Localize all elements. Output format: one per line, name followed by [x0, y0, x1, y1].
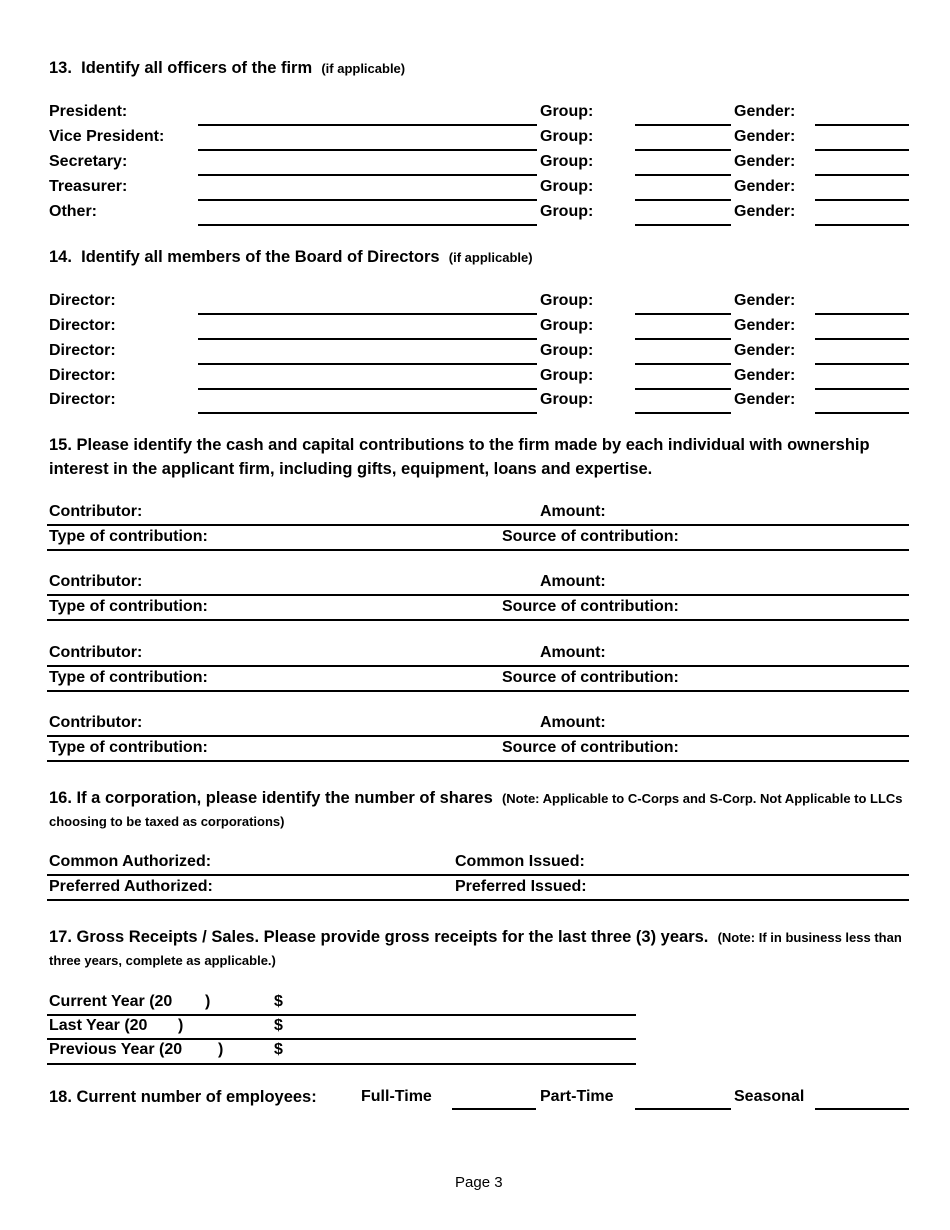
amount-label: Amount:: [540, 644, 606, 661]
name-field-line[interactable]: [198, 338, 537, 340]
officer-label-vice-president: Vice President:: [49, 128, 165, 145]
group-field-line[interactable]: [635, 313, 731, 315]
gender-field-line[interactable]: [815, 124, 909, 126]
gender-field-line[interactable]: [815, 174, 909, 176]
section-note: (Note: Applicable to C-Corps and S-Corp. Not Applicable to LLCs choosing to be taxed as corporations): [49, 791, 903, 829]
currency-symbol: $: [274, 1041, 283, 1058]
source-of-contribution-label: Source of contribution:: [502, 669, 679, 686]
group-field-line[interactable]: [635, 199, 731, 201]
group-label: Group:: [540, 128, 594, 145]
group-label: Group:: [540, 367, 594, 384]
gender-field-line[interactable]: [815, 412, 909, 414]
contributor-label: Contributor:: [49, 573, 143, 590]
group-label: Group:: [540, 342, 594, 359]
gender-label: Gender:: [734, 153, 796, 170]
name-field-line[interactable]: [198, 149, 537, 151]
group-label: Group:: [540, 203, 594, 220]
gender-field-line[interactable]: [815, 338, 909, 340]
section-note: (Note: If in business less than three years, complete as applicable.): [49, 930, 902, 968]
section-title: Identify all members of the Board of Directors: [81, 248, 440, 266]
source-of-contribution-label: Source of contribution:: [502, 528, 679, 545]
section-note: (if applicable): [321, 61, 406, 76]
type-field-line[interactable]: [47, 760, 909, 762]
seasonal-field-line[interactable]: [815, 1108, 909, 1110]
last-year-paren: ): [178, 1017, 184, 1034]
group-field-line[interactable]: [635, 224, 731, 226]
gender-label: Gender:: [734, 317, 796, 334]
group-field-line[interactable]: [635, 124, 731, 126]
gender-label: Gender:: [734, 367, 796, 384]
source-of-contribution-label: Source of contribution:: [502, 739, 679, 756]
group-label: Group:: [540, 153, 594, 170]
name-field-line[interactable]: [198, 174, 537, 176]
name-field-line[interactable]: [198, 412, 537, 414]
name-field-line[interactable]: [198, 224, 537, 226]
full-time-field-line[interactable]: [452, 1108, 536, 1110]
gender-label: Gender:: [734, 128, 796, 145]
section-15-heading: 15. Please identify the cash and capital contributions to the firm made by each individual with ownership interest in the applicant firm, including gifts, equipment, loans and expertise.: [49, 436, 870, 478]
contributor-field-line[interactable]: [47, 735, 909, 737]
currency-symbol: $: [274, 993, 283, 1010]
previous-year-paren: ): [218, 1041, 224, 1058]
gender-label: Gender:: [734, 292, 796, 309]
full-time-label: Full-Time: [361, 1088, 432, 1105]
common-authorized-label: Common Authorized:: [49, 853, 212, 870]
group-label: Group:: [540, 317, 594, 334]
page-number: Page 3: [455, 1174, 503, 1191]
gender-label: Gender:: [734, 178, 796, 195]
gender-label: Gender:: [734, 103, 796, 120]
gender-field-line[interactable]: [815, 199, 909, 201]
gender-label: Gender:: [734, 203, 796, 220]
director-label: Director:: [49, 367, 116, 384]
gender-label: Gender:: [734, 342, 796, 359]
group-label: Group:: [540, 178, 594, 195]
group-field-line[interactable]: [635, 149, 731, 151]
group-label: Group:: [540, 103, 594, 120]
officer-label-president: President:: [49, 103, 128, 120]
source-of-contribution-label: Source of contribution:: [502, 598, 679, 615]
name-field-line[interactable]: [198, 124, 537, 126]
section-note: (if applicable): [448, 250, 533, 265]
amount-label: Amount:: [540, 714, 606, 731]
preferred-authorized-label: Preferred Authorized:: [49, 878, 213, 895]
common-issued-label: Common Issued:: [455, 853, 585, 870]
section-16-heading: [49, 787, 904, 833]
type-of-contribution-label: Type of contribution:: [49, 739, 208, 756]
current-year-field-line[interactable]: [47, 1014, 636, 1016]
preferred-shares-field-line[interactable]: [47, 899, 909, 901]
type-field-line[interactable]: [47, 690, 909, 692]
seasonal-label: Seasonal: [734, 1088, 805, 1105]
group-label: Group:: [540, 391, 594, 408]
name-field-line[interactable]: [198, 363, 537, 365]
contributor-field-line[interactable]: [47, 524, 909, 526]
section-18-heading: 18. Current number of employees:: [49, 1088, 317, 1106]
contributor-field-line[interactable]: [47, 594, 909, 596]
gender-label: Gender:: [734, 391, 796, 408]
officer-label-other: Other:: [49, 203, 97, 220]
gender-field-line[interactable]: [815, 363, 909, 365]
type-of-contribution-label: Type of contribution:: [49, 669, 208, 686]
gender-field-line[interactable]: [815, 149, 909, 151]
contributor-field-line[interactable]: [47, 665, 909, 667]
last-year-field-line[interactable]: [47, 1038, 636, 1040]
currency-symbol: $: [274, 1017, 283, 1034]
type-field-line[interactable]: [47, 549, 909, 551]
officer-label-secretary: Secretary:: [49, 153, 128, 170]
group-field-line[interactable]: [635, 412, 731, 414]
gender-field-line[interactable]: [815, 313, 909, 315]
section-title: 16. If a corporation, please identify the number of shares: [49, 789, 493, 807]
name-field-line[interactable]: [198, 313, 537, 315]
section-14-heading: [49, 248, 533, 267]
current-year-paren: ): [205, 993, 211, 1010]
previous-year-field-line[interactable]: [47, 1063, 636, 1065]
amount-label: Amount:: [540, 503, 606, 520]
group-field-line[interactable]: [635, 338, 731, 340]
section-title: 17. Gross Receipts / Sales. Please provide gross receipts for the last three (3) years.: [49, 928, 709, 946]
type-of-contribution-label: Type of contribution:: [49, 598, 208, 615]
director-label: Director:: [49, 292, 116, 309]
section-title: Identify all officers of the firm: [81, 59, 313, 77]
gender-field-line[interactable]: [815, 224, 909, 226]
section-13-heading: [49, 59, 405, 78]
amount-label: Amount:: [540, 573, 606, 590]
section-17-heading: [49, 926, 904, 972]
type-of-contribution-label: Type of contribution:: [49, 528, 208, 545]
current-year-label: Current Year (20: [49, 993, 173, 1010]
last-year-label: Last Year (20: [49, 1017, 148, 1034]
contributor-label: Contributor:: [49, 503, 143, 520]
gender-field-line[interactable]: [815, 388, 909, 390]
preferred-issued-label: Preferred Issued:: [455, 878, 587, 895]
part-time-label: Part-Time: [540, 1088, 614, 1105]
director-label: Director:: [49, 391, 116, 408]
contributor-label: Contributor:: [49, 644, 143, 661]
contributor-label: Contributor:: [49, 714, 143, 731]
group-field-line[interactable]: [635, 388, 731, 390]
part-time-field-line[interactable]: [635, 1108, 731, 1110]
officer-label-treasurer: Treasurer:: [49, 178, 128, 195]
director-label: Director:: [49, 317, 116, 334]
name-field-line[interactable]: [198, 199, 537, 201]
name-field-line[interactable]: [198, 388, 537, 390]
previous-year-label: Previous Year (20: [49, 1041, 183, 1058]
section-number: 13.: [49, 59, 72, 77]
section-number: 14.: [49, 248, 72, 266]
group-field-line[interactable]: [635, 174, 731, 176]
type-field-line[interactable]: [47, 619, 909, 621]
director-label: Director:: [49, 342, 116, 359]
group-field-line[interactable]: [635, 363, 731, 365]
common-shares-field-line[interactable]: [47, 874, 909, 876]
group-label: Group:: [540, 292, 594, 309]
